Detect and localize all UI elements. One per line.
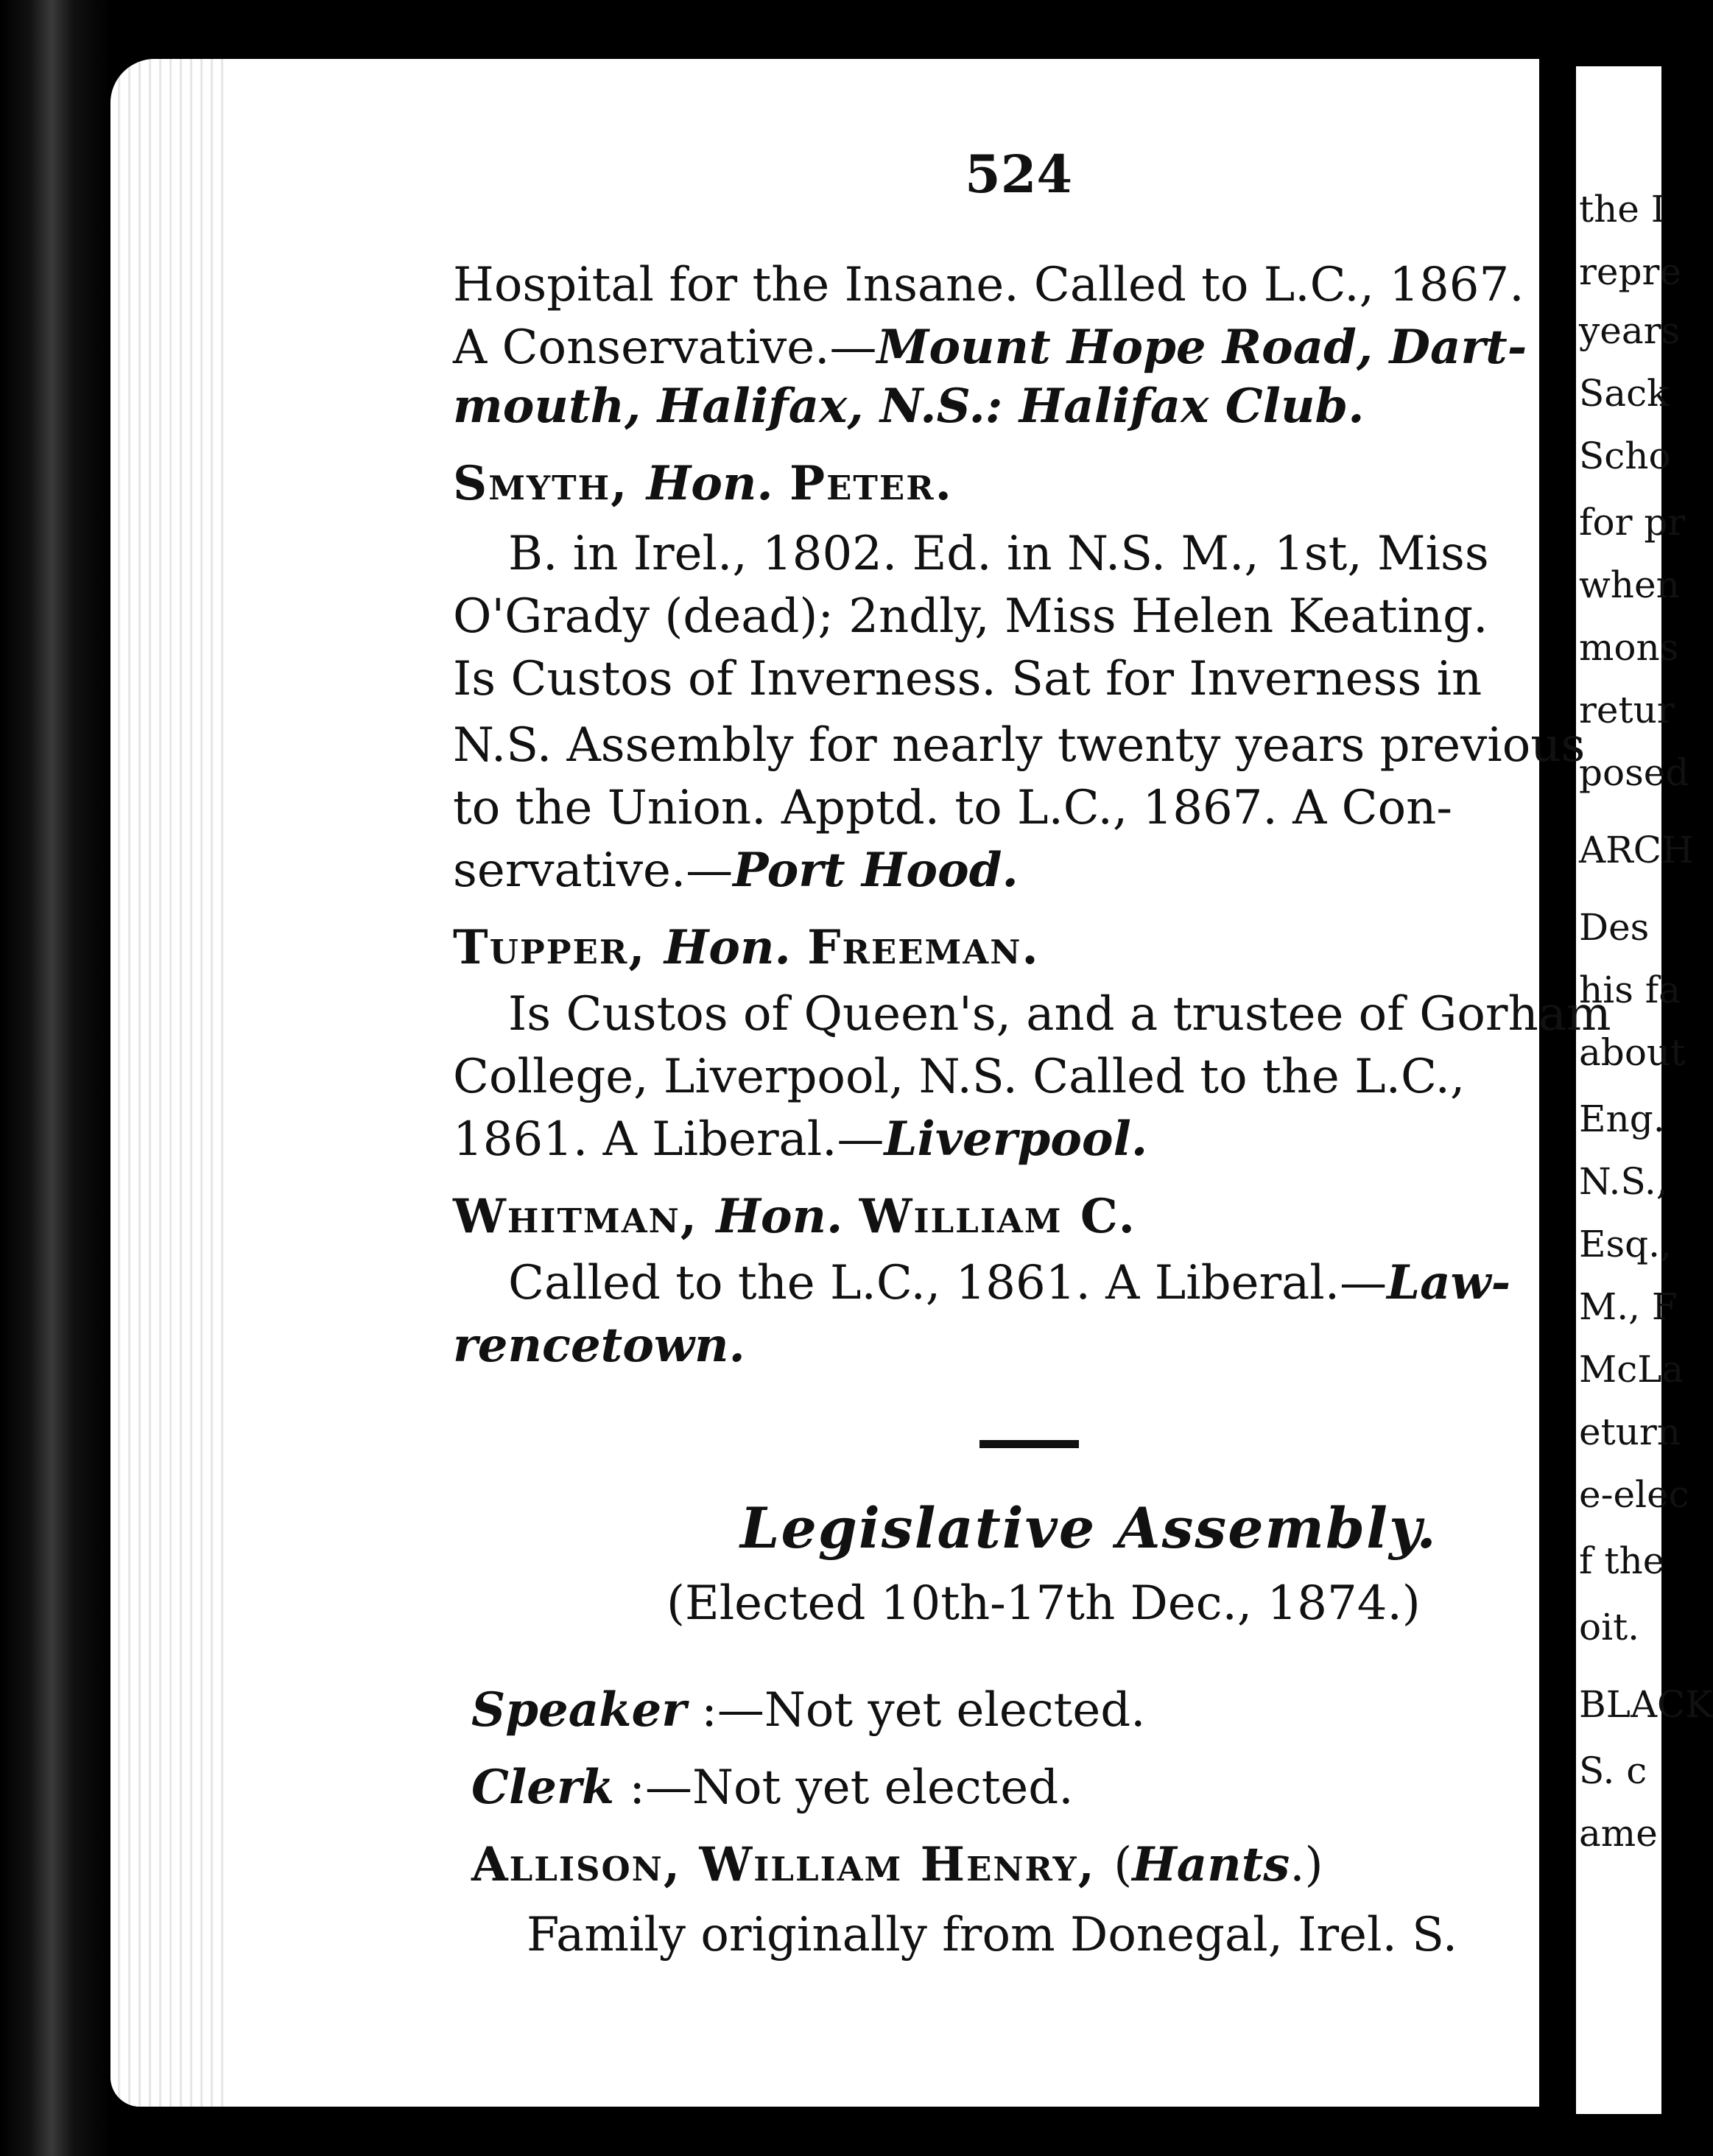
text-line: [453, 379, 1365, 434]
text-segment: to the Union. Apptd. to L.C., 1867. A Con-: [453, 781, 1452, 835]
facing-page-fragment: BLACK: [1579, 1683, 1713, 1726]
facing-page-fragment: Scho: [1579, 435, 1671, 477]
text-line: [453, 1318, 745, 1373]
text-segment: 1861. A Liberal.—: [453, 1112, 884, 1167]
facing-page-fragment: N.S.,: [1579, 1160, 1668, 1203]
text-segment: O'Grady (dead); 2ndly, Miss Helen Keating.: [453, 589, 1488, 644]
text-segment: William C.: [859, 1189, 1136, 1244]
text-line: [453, 843, 1019, 898]
text-segment: Whitman,: [453, 1189, 717, 1244]
text-line: [453, 718, 1586, 773]
text-line: [453, 781, 1452, 835]
text-line: [453, 1112, 1148, 1167]
facing-page-fragment: the I: [1579, 188, 1666, 231]
text-segment: Hon.: [716, 1189, 859, 1244]
facing-page-fragment: years: [1579, 309, 1681, 352]
facing-page-fragment: McLa: [1579, 1348, 1684, 1391]
text-segment: :—Not yet elected.: [614, 1760, 1074, 1815]
text-line: [471, 1760, 1074, 1815]
text-segment: Liverpool.: [884, 1112, 1148, 1167]
text-line: [453, 456, 953, 511]
text-line: [453, 652, 1482, 706]
section-heading: Legislative Assembly.: [740, 1495, 1438, 1561]
text-line: [508, 987, 1611, 1042]
text-segment: Mount Hope Road, Dart-: [876, 320, 1527, 375]
text-segment: :—Not yet elected.: [686, 1683, 1146, 1738]
text-line: [471, 1837, 1323, 1892]
facing-page-fragment: Sack: [1579, 372, 1670, 415]
text-line: [508, 527, 1489, 581]
book-left-edge: [0, 0, 110, 2156]
text-segment: Clerk: [471, 1760, 615, 1815]
text-segment: Law-: [1387, 1255, 1511, 1310]
facing-page-fragment: posed: [1579, 751, 1689, 794]
facing-page-fragment: S. c: [1579, 1749, 1647, 1792]
text-segment: B. in Irel., 1802. Ed. in N.S. M., 1st, Miss: [508, 527, 1489, 581]
text-segment: Speaker: [471, 1682, 686, 1738]
text-line: [666, 1576, 1421, 1631]
text-segment: (Elected 10th-17th Dec., 1874.): [666, 1576, 1421, 1631]
text-segment: Hon.: [646, 456, 789, 511]
text-segment: College, Liverpool, N.S. Called to the L.C.,: [453, 1050, 1466, 1104]
facing-page-fragment: eturn: [1579, 1411, 1681, 1453]
text-segment: Is Custos of Inverness. Sat for Inverness in: [453, 652, 1482, 706]
facing-page-fragment: Esq.,: [1579, 1223, 1672, 1265]
text-segment: N.S. Assembly for nearly twenty years previous: [453, 718, 1586, 773]
text-line: [453, 258, 1524, 312]
facing-page-fragment: ame: [1579, 1812, 1658, 1855]
page-number: 524: [965, 144, 1073, 205]
text-segment: Is Custos of Queen's, and a trustee of Gorham: [508, 987, 1611, 1042]
text-segment: (: [1114, 1838, 1133, 1892]
facing-page-fragment: about: [1579, 1031, 1686, 1074]
text-segment: Family originally from Donegal, Irel. S.: [527, 1908, 1458, 1962]
text-segment: Peter.: [789, 456, 953, 511]
text-segment: rencetown.: [453, 1318, 745, 1373]
text-segment: A Conservative.—: [453, 320, 877, 375]
text-segment: Freeman.: [807, 920, 1040, 975]
text-line: [508, 1255, 1511, 1310]
section-rule: [979, 1440, 1079, 1448]
text-line: [453, 320, 1527, 375]
facing-page-fragment: ARCH: [1579, 829, 1694, 871]
text-segment: servative.—: [453, 843, 734, 898]
text-segment: Called to the L.C., 1861. A Liberal.—: [508, 1256, 1387, 1310]
text-segment: Allison, William Henry,: [471, 1837, 1114, 1892]
facing-page-fragment: Des: [1579, 906, 1650, 949]
book-spine: [1539, 0, 1576, 2156]
facing-page-fragment: e-elec: [1579, 1473, 1689, 1516]
facing-page-fragment: retur: [1579, 689, 1675, 731]
facing-page-fragment: M., F: [1579, 1285, 1678, 1328]
text-line: [453, 1050, 1466, 1104]
facing-page-fragment: repre: [1579, 250, 1681, 293]
text-segment: Port Hood.: [733, 843, 1019, 898]
text-line: [453, 920, 1040, 975]
facing-page-fragment: f the: [1579, 1539, 1665, 1582]
text-segment: Hants: [1132, 1837, 1290, 1892]
text-line: [453, 1189, 1136, 1244]
text-segment: .): [1290, 1838, 1323, 1892]
text-line: [471, 1682, 1146, 1738]
facing-page-fragment: Eng.: [1579, 1098, 1665, 1140]
facing-page-fragment: when: [1579, 563, 1680, 606]
facing-page-fragment: for pr: [1579, 501, 1686, 544]
facing-page-edge: [1576, 66, 1713, 2114]
text-line: [453, 589, 1488, 644]
text-segment: Hon.: [664, 920, 808, 975]
facing-page-fragment: his fa: [1579, 969, 1681, 1011]
text-segment: mouth, Halifax, N.S.: Halifax Club.: [453, 379, 1365, 434]
text-segment: Tupper,: [453, 920, 664, 975]
text-segment: Smyth,: [453, 456, 647, 511]
facing-page-fragment: mons: [1579, 626, 1679, 669]
facing-page-fragment: oit.: [1579, 1606, 1640, 1648]
text-segment: Hospital for the Insane. Called to L.C., 1867.: [453, 258, 1524, 312]
page-gutter: [110, 59, 228, 2107]
text-line: [527, 1908, 1458, 1962]
